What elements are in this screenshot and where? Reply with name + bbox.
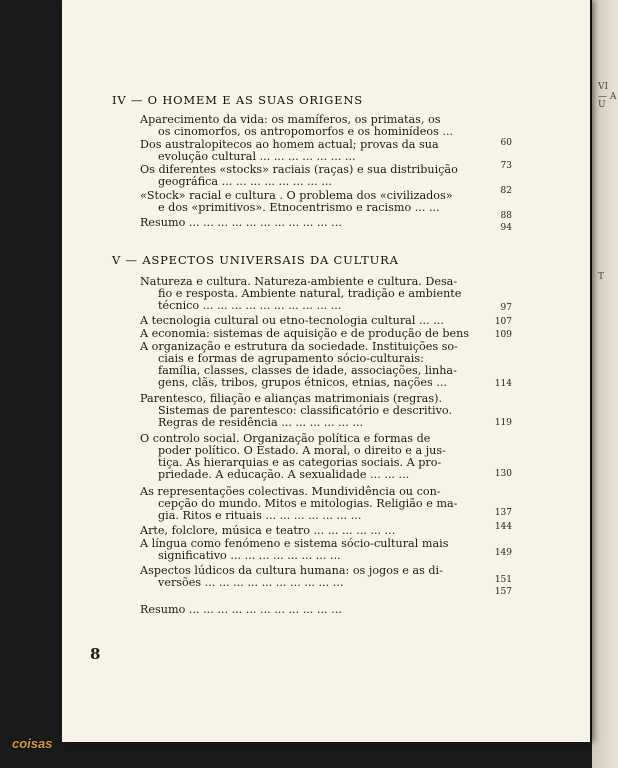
toc-entry-line: A organização e estrutura da sociedade. Instituições so- [140,340,458,353]
resumo-entry: Resumo ... ... ... ... ... ... ... ... ... ... ... [140,216,342,229]
toc-page-number: 88 [500,211,512,221]
toc-entry [140,393,480,429]
toc-entry-line: família, classes, classes de idade, associações, linha- [158,364,457,377]
toc-entry-line: significativo ... ... ... ... ... ... ... ... [158,549,341,562]
toc-entry-line: ciais e formas de agrupamento sócio-culturais: [158,352,424,365]
toc-entry-line: evolução cultural ... ... ... ... ... ... ... [158,150,356,163]
toc-entry-line: Aparecimento da vida: os mamíferos, os primatas, os [140,113,441,126]
next-page-text: U [598,100,606,110]
toc-page-number: 114 [494,379,512,389]
toc-entry [140,538,480,562]
toc-entry [140,486,480,522]
chapter-iv-heading: IV — O HOMEM E AS SUAS ORIGENS [112,93,363,107]
toc-page-number: 60 [500,138,512,148]
toc-entry-line: gens, clãs, tribos, grupos étnicos, etnias, nações ... [158,376,447,389]
toc-page-number: 144 [494,522,512,532]
toc-entry-line: geográfica ... ... ... ... ... ... ... ... [158,175,332,188]
toc-entry-line: e dos «primitivos». Etnocentrismo e racismo ... ... [158,201,440,214]
toc-entry-line: Aspectos lúdicos da cultura humana: os jogos e as di- [140,564,443,577]
toc-entry [140,341,480,389]
toc-entry-line: As representações colectivas. Mundividência ou con- [140,485,441,498]
toc-entry-line: Os diferentes «stocks» raciais (raças) e sua distribuição [140,163,458,176]
toc-entry-line: Arte, folclore, música e teatro ... ... ... ... ... ... [140,524,396,537]
toc-entry-line: versões ... ... ... ... ... ... ... ... ... ... [158,576,344,589]
toc-entry-line: Parentesco, filiação e alianças matrimoniais (regras). [140,392,443,405]
toc-page-number: 149 [494,548,512,558]
toc-page-number: 82 [500,186,512,196]
toc-entry-line: cepção do mundo. Mitos e mitologias. Religião e ma- [158,497,458,510]
toc-entry-line: Regras de residência ... ... ... ... ... ... [158,416,363,429]
toc-page-number: 130 [494,469,512,479]
toc-entry-line: gia. Ritos e rituais ... ... ... ... ... ... ... [158,509,362,522]
toc-entry-line: priedade. A educação. A sexualidade ... ... ... [158,468,410,481]
toc-entry-line: A economia: sistemas de aquisição e de produção de bens [140,327,470,340]
toc-entry [140,114,480,138]
toc-entry-line: poder político. O Estado. A moral, o direito e a jus- [158,444,446,457]
toc-page-number: 73 [500,161,512,171]
toc-entry [140,190,480,214]
resumo-entry: Resumo ... ... ... ... ... ... ... ... ... ... ... [140,603,342,616]
toc-entry [140,164,480,188]
toc-entry [140,315,480,327]
toc-entry [140,328,480,340]
toc-entry [140,139,480,163]
toc-entry-line: Sistemas de parentesco: classificatório e descritivo. [158,404,453,417]
toc-entry [140,276,480,312]
toc-entry-line: O controlo social. Organização política e formas de [140,432,431,445]
watermark-logo: coisas [12,736,53,751]
toc-page-number: 97 [500,303,512,313]
page-number: 8 [90,645,101,663]
toc-entry-line: fio e resposta. Ambiente natural, tradição e ambiente [158,287,462,300]
next-page-text: T [598,272,605,282]
toc-entry-line: A tecnologia cultural ou etno-tecnologia cultural ... ... [140,314,444,327]
toc-page-number: 119 [494,418,512,428]
next-page-text: VI — A [598,82,617,102]
toc-entry-line: os cinomorfos, os antropomorfos e os hominídeos ... [158,125,454,138]
toc-page-number: 137 [494,508,512,518]
toc-entry-line: A língua como fenómeno e sistema sócio-cultural mais [140,537,449,550]
toc-entry-line: técnico ... ... ... ... ... ... ... ... ... ... [158,299,342,312]
toc-entry [140,525,480,537]
toc-page-number: 109 [494,330,512,340]
toc-entry-line: Dos australopitecos ao homem actual; provas da sua [140,138,439,151]
toc-page-number: 157 [494,587,512,597]
toc-entry [140,565,480,589]
toc-entry-line: tiça. As hierarquias e as categorias sociais. A pro- [158,456,442,469]
toc-entry-line: Natureza e cultura. Natureza-ambiente e cultura. Desa- [140,275,458,288]
toc-entry [140,433,480,481]
toc-entry-line: «Stock» racial e cultura . O problema dos «civilizados» [140,189,453,202]
toc-page-number: 94 [500,223,512,233]
chapter-v-heading: V — ASPECTOS UNIVERSAIS DA CULTURA [112,253,399,267]
toc-page-number: 107 [494,317,512,327]
toc-page-number: 151 [494,575,512,585]
